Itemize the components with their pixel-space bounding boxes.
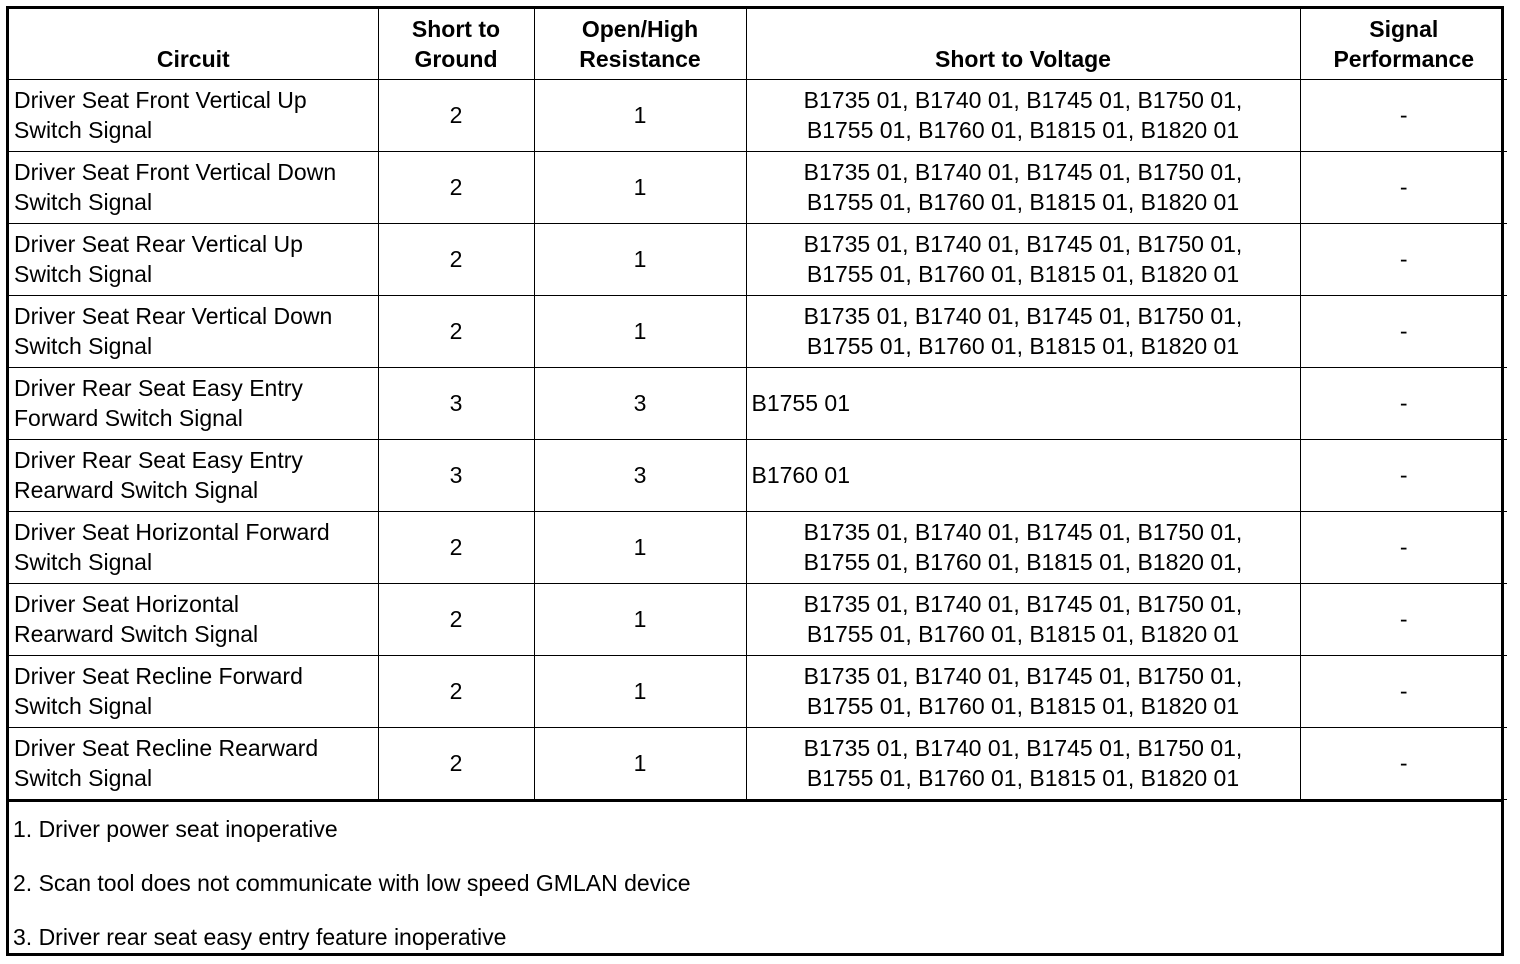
open-high-resistance-cell: 1 (534, 727, 746, 799)
signal-performance-cell: - (1300, 367, 1507, 439)
short-to-voltage-cell: B1760 01 (746, 439, 1300, 511)
short-to-ground-cell: 3 (378, 367, 534, 439)
header-circuit: Circuit (9, 9, 378, 79)
short-to-voltage-cell: B1735 01, B1740 01, B1745 01, B1750 01, B1755 01, B1760 01, B1815 01, B1820 01 (746, 151, 1300, 223)
short-to-ground-cell: 3 (378, 439, 534, 511)
short-to-ground-cell: 2 (378, 583, 534, 655)
table-row (9, 583, 1507, 655)
open-high-resistance-cell: 1 (534, 79, 746, 151)
open-high-resistance-cell: 3 (534, 367, 746, 439)
header-open-high-resistance: Open/High Resistance (534, 9, 746, 79)
signal-performance-cell: - (1300, 727, 1507, 799)
open-high-resistance-cell: 1 (534, 583, 746, 655)
short-to-ground-cell: 2 (378, 79, 534, 151)
circuit-cell: Driver Seat Front Vertical Up Switch Signal (9, 79, 378, 151)
signal-performance-cell: - (1300, 583, 1507, 655)
open-high-resistance-cell: 1 (534, 655, 746, 727)
header-signal-performance: Signal Performance (1300, 9, 1507, 79)
short-to-voltage-cell: B1735 01, B1740 01, B1745 01, B1750 01, B1755 01, B1760 01, B1815 01, B1820 01 (746, 295, 1300, 367)
circuit-cell: Driver Seat Recline Rearward Switch Signal (9, 727, 378, 799)
short-to-ground-cell: 2 (378, 295, 534, 367)
signal-performance-cell: - (1300, 655, 1507, 727)
circuit-cell: Driver Seat Horizontal Forward Switch Signal (9, 511, 378, 583)
table-row (9, 223, 1507, 295)
diagnostic-table-frame (6, 6, 1504, 956)
open-high-resistance-cell: 3 (534, 439, 746, 511)
open-high-resistance-cell: 1 (534, 295, 746, 367)
table-row (9, 655, 1507, 727)
table-row (9, 295, 1507, 367)
short-to-ground-cell: 2 (378, 511, 534, 583)
signal-performance-cell: - (1300, 511, 1507, 583)
open-high-resistance-cell: 1 (534, 511, 746, 583)
footnotes (9, 800, 1501, 964)
table-row (9, 79, 1507, 151)
signal-performance-cell: - (1300, 439, 1507, 511)
footnote: 3. Driver rear seat easy entry feature inoperative (13, 923, 507, 950)
circuit-cell: Driver Seat Recline Forward Switch Signal (9, 655, 378, 727)
table-header-row (9, 9, 1507, 79)
short-to-ground-cell: 2 (378, 151, 534, 223)
circuit-cell: Driver Rear Seat Easy Entry Forward Switch Signal (9, 367, 378, 439)
short-to-voltage-cell: B1735 01, B1740 01, B1745 01, B1750 01, B1755 01, B1760 01, B1815 01, B1820 01 (746, 223, 1300, 295)
header-short-to-voltage: Short to Voltage (746, 9, 1300, 79)
signal-performance-cell: - (1300, 223, 1507, 295)
table-row (9, 439, 1507, 511)
circuit-cell: Driver Seat Horizontal Rearward Switch Signal (9, 583, 378, 655)
table-row (9, 151, 1507, 223)
short-to-voltage-cell: B1735 01, B1740 01, B1745 01, B1750 01, B1755 01, B1760 01, B1815 01, B1820 01 (746, 583, 1300, 655)
short-to-voltage-cell: B1735 01, B1740 01, B1745 01, B1750 01, B1755 01, B1760 01, B1815 01, B1820 01 (746, 655, 1300, 727)
table-row (9, 367, 1507, 439)
short-to-voltage-cell: B1735 01, B1740 01, B1745 01, B1750 01, B1755 01, B1760 01, B1815 01, B1820 01 (746, 79, 1300, 151)
short-to-ground-cell: 2 (378, 727, 534, 799)
short-to-voltage-cell: B1755 01 (746, 367, 1300, 439)
circuit-cell: Driver Seat Rear Vertical Up Switch Signal (9, 223, 378, 295)
open-high-resistance-cell: 1 (534, 151, 746, 223)
circuit-cell: Driver Seat Front Vertical Down Switch Signal (9, 151, 378, 223)
short-to-ground-cell: 2 (378, 655, 534, 727)
open-high-resistance-cell: 1 (534, 223, 746, 295)
header-short-to-ground: Short to Ground (378, 9, 534, 79)
table-row (9, 511, 1507, 583)
signal-performance-cell: - (1300, 151, 1507, 223)
table-row (9, 727, 1507, 799)
symptom-table (9, 9, 1507, 800)
short-to-ground-cell: 2 (378, 223, 534, 295)
short-to-voltage-cell: B1735 01, B1740 01, B1745 01, B1750 01, B1755 01, B1760 01, B1815 01, B1820 01, (746, 511, 1300, 583)
circuit-cell: Driver Seat Rear Vertical Down Switch Signal (9, 295, 378, 367)
signal-performance-cell: - (1300, 295, 1507, 367)
footnote: 1. Driver power seat inoperative (13, 815, 338, 842)
signal-performance-cell: - (1300, 79, 1507, 151)
short-to-voltage-cell: B1735 01, B1740 01, B1745 01, B1750 01, B1755 01, B1760 01, B1815 01, B1820 01 (746, 727, 1300, 799)
footnote: 2. Scan tool does not communicate with low speed GMLAN device (13, 869, 691, 896)
circuit-cell: Driver Rear Seat Easy Entry Rearward Switch Signal (9, 439, 378, 511)
